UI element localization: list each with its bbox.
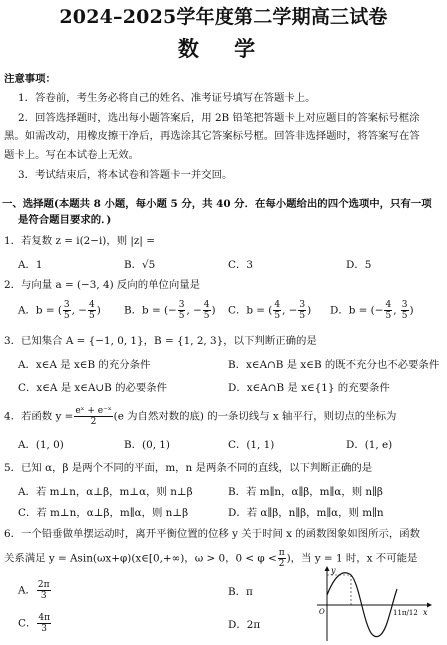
exam-title: 2024–2025学年度第二学期高三试卷	[59, 6, 388, 28]
q1-option-a: A．1	[18, 259, 43, 271]
q2-option-d: D．b = (− $\frac{4}{5}$ , $\frac{3}{5}$ )	[330, 300, 414, 321]
q5-option-b: B．若 m∥n，α∥β，m∥α，则 n∥β	[228, 486, 383, 498]
q3-option-c: C．x∈A 是 x∈A∪B 的必要条件	[18, 382, 168, 394]
q4-option-a: A．(1, 0)	[18, 439, 64, 451]
y-axis-label: y	[331, 566, 336, 575]
x-axis-label: x	[423, 608, 428, 617]
q5-option-a: A．若 m⊥n，α⊥β，m⊥α，则 n⊥β	[18, 486, 193, 498]
q2-option-b: B．b = (− $\frac{3}{5}$ , − $\frac{4}{5}$ )	[124, 300, 216, 321]
q4-option-c: C．(1, 1)	[228, 439, 275, 451]
q6-option-a: A． $\frac{2\pi}{3}$	[18, 580, 50, 601]
subject-title: 数 学	[177, 36, 270, 61]
q5-option-c: C．若 m⊥n，α⊥β，m∥α，则 n⊥β	[18, 507, 189, 519]
q1-stem: 1．若复数 z = i(2−i)，则 |z| =	[4, 235, 155, 247]
q1-option-b: B．√5	[124, 259, 156, 271]
q3-option-b: B．x∈A∩B 是 x∈B 的既不充分也不必要条件	[228, 359, 440, 371]
notice-item-3: 3．考试结束后，将本试卷和答题卡一并交回。	[18, 169, 233, 181]
section1-line2: 是符合题目要求的．)	[18, 214, 112, 226]
q3-option-d: D．x∈A∩B 是 x∈{1} 的充要条件	[228, 382, 390, 394]
section1-line1: 一、选择题(本题共 8 小题，每小题 5 分，共 40 分．在每小题给出的四个选项中，只有一项	[2, 198, 432, 210]
q6-option-d: D．2π	[228, 619, 261, 631]
notice-item-2-cont2: 题卡上。写在本试卷上无效。	[4, 149, 140, 161]
notice-heading: 注意事项：	[4, 73, 56, 85]
x-axis-arrow	[427, 603, 432, 608]
notice-item-2: 2．回答选择题时，选出每小题答案后，用 2B 铅笔把答题卡上对应题目的答案标号框涂	[18, 112, 420, 124]
q6-option-c: C． $\frac{4\pi}{3}$	[18, 613, 50, 634]
tick-label: 11π/12	[393, 609, 418, 617]
q2-stem: 2．与向量 a = (−3, 4) 反向的单位向量是	[4, 279, 201, 291]
origin-label: O	[319, 608, 325, 616]
q5-option-d: D．若 α∥β，n∥β，m∥α，则 m∥n	[228, 507, 384, 519]
q5-stem: 5．已知 α，β 是两个不同的平面，m，n 是两条不同的直线，以下判断正确的是	[4, 462, 373, 474]
q3-option-a: A．x∈A 是 x∈B 的充分条件	[18, 359, 151, 371]
q6-stem-line1: 6．一个铅垂做单摆运动时，离开平衡位置的位移 y 关于时间 x 的函数图象如图所示，函数	[4, 528, 421, 540]
q6-stem-line2: 关系满足 y = Asin(ωx+φ)(x∈[0,+∞)，ω > 0，0 < φ < $\frac{\pi}{2}$ )，当 y = 1 时，x 不可能是	[4, 548, 418, 569]
notice-item-1: 1．答卷前，考生务必将自己的姓名、准考证号填写在答题卡上。	[18, 92, 316, 104]
q3-stem: 3．已知集合 A = {−1, 0, 1}，B = {1, 2, 3}，以下判断正确的是	[4, 335, 317, 347]
q1-option-c: C．3	[228, 259, 253, 271]
q4-stem: 4．若函数 y = $\frac{\text{eˣ + e⁻ˣ}}{2}$ (e 为自然对数的底) 的一条切线与 x 轴平行，则切点的坐标为	[4, 406, 397, 427]
q4-option-b: B．(0, 1)	[124, 439, 170, 451]
q2-option-c: C．b = ( $\frac{4}{5}$ , − $\frac{3}{5}$ )	[228, 300, 312, 321]
q6-sine-figure	[313, 565, 433, 643]
notice-item-2-cont: 黑。如需改动，用橡皮擦干净后，再选涂其它答案标号框。回答非选择题时，将答案写在答	[4, 130, 420, 142]
q2-option-a: A．b = ( $\frac{3}{5}$ , − $\frac{4}{5}$ )	[18, 300, 101, 321]
q4-option-d: D．(1, e)	[346, 439, 393, 451]
y-axis-arrow	[325, 566, 330, 571]
q1-option-d: D．5	[346, 259, 372, 271]
q6-option-b: B．π	[228, 586, 253, 598]
